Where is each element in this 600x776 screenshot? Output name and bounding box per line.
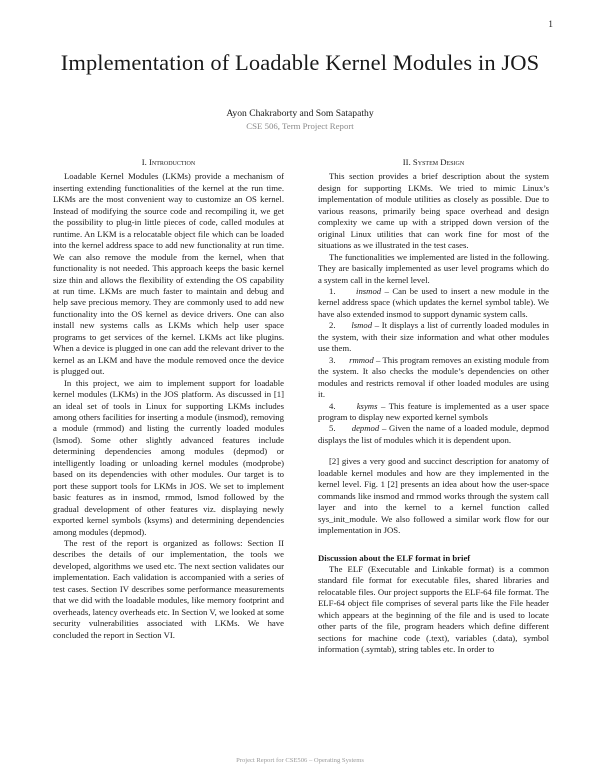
tool-item-lsmod: 2. lsmod – It displays a list of currently loaded modules in the system, with their size information and what other modules use them. (318, 320, 549, 354)
elf-paragraph: The ELF (Executable and Linkable format) is a common standard file format for executable files, shared libraries and relocatable files. Our project supports the ELF-64 file format. The ELF-64 object file comprises of several parts like the File header which appears at the beginning of the file and is used to locate other parts of the file, program headers which define different sections for machine code (.text), variables (.data), symbol information (.symtab), string tables etc. In order to (318, 563, 549, 655)
tool-item-insmod: 1. insmod – Can be used to insert a new module in the kernel address space (which updates the kernel symbol table). We have also extended insmod to support dynamic system calls. (318, 285, 550, 319)
anatomy-paragraph: [2] gives a very good and succinct description for anatomy of loadable kernel modules and how are they implemented in the kernel level. Fig. 1 [2] presents an idea about how the user-space commands like insmod and rmmod works through the system call layer and into the kernel to a kernel function called sys_init_module. We also followed a similar work flow for our implementation in JOS. (318, 456, 549, 536)
page-footer: Project Report for CSE506 – Operating Systems (236, 757, 364, 764)
intro-paragraph: The rest of the report is organized as follows: Section II describes the details of our implementation, the tools we developed, algorithms we used etc. The next section validates our implementation. Each validation is accompanied with a series of test cases. Section IV describes some performance measurements that we did with the loadable modules, like memory footprint and overheads, latency overheads etc. In Section V, we looked at some security vulnerabilities associated with LKMs. We have concluded the report in Section VI. (53, 537, 284, 640)
tool-item-depmod: 5. depmod – Given the name of a loaded module, depmod displays the list of modules which it is dependent upon. (318, 423, 549, 445)
section-heading-system-design (318, 157, 549, 168)
design-paragraph: This section provides a brief description about the system design for supporting LKMs. We tried to mimic Linux’s implementation of module utilities as closely as possible. Due to various reasons, primarily being space overhead and design complexity we came up with a stripped down version of the original Linux utilities that can work fine for most of the situations as we illustrated in the test cases. (318, 171, 549, 251)
paragraph-spacer (318, 446, 549, 456)
page-number: 1 (548, 20, 553, 30)
affiliation: CSE 506, Term Project Report (246, 121, 354, 131)
tool-item-ksyms: 4. ksyms – This feature is implemented as a user space program to display new exported kernel symbols (318, 400, 549, 422)
elf-subheading: Discussion about the ELF format in brief (318, 552, 471, 563)
paper-title: Implementation of Loadable Kernel Modules in JOS (60, 50, 540, 75)
left-column (53, 157, 284, 641)
section-title: Introduction (149, 157, 196, 167)
right-column (318, 157, 549, 656)
intro-paragraph: Loadable Kernel Modules (LKMs) provide a mechanism of inserting extending functionalities of the kernel at the run time. LKMs are the most convenient way to customize an OS kernel. Instead of modifying the source code and recompiling it, we get the possibility to plug-in little pieces of code, called modules at runtime. An LKM is a relocatable object file which can be loaded into the kernel address space to add new functionality at run time. We can also remove the module from the kernel, when that functionality is not needed. This approach keeps the basic kernel size thin and allows the flexibility of extending the OS capability at run time. LKMs are much faster to maintain and debug and help save precious memory. They are commonly used to add new functionality into the OS kernel as device drivers. One can also install new systems calls as LKMs which help user space programs to get services of the kernel. LKMs act like plugins. When a device is plugged in one can add the relevant driver to the kernel as an LKM and have the module removed once the device is plugged out. (53, 171, 284, 377)
tool-item-rmmod: 3. rmmod – This program removes an existing module from the system. It also checks the module’s dependencies on other modules and restricts removal if other loaded modules are using it. (318, 354, 549, 400)
intro-paragraph: In this project, we aim to implement support for loadable kernel modules (LKMs) in the JOS platform. As discussed in [1] an ideal set of tools in Linux for supporting LKMs includes among others facilities for inserting a module (insmod), removing a module (rmmod) and listing the currently loaded modules (lsmod). Some other slightly advanced features include determining dependencies among modules (depmod) or intelligently loading or unloading kernel modules (modprobe) based on its dependencies with other modules. Our target is to port these support tools for LKMs in JOS. We set to implement basic features as in insmod, rmmod, lsmod followed by the gradual development of other features viz. displaying newly exported kernel symbols (ksyms) and determining dependencies among modules (depmod). (53, 377, 284, 537)
section-title: System Design (412, 157, 465, 167)
paragraph-spacer (318, 537, 549, 547)
section-numeral: II. (402, 157, 411, 167)
section-numeral: I. (141, 157, 147, 167)
authors: Ayon Chakraborty and Som Satapathy (226, 108, 374, 119)
design-paragraph: The functionalities we implemented are listed in the following. They are basically implemented as user level programs which do a system call in the kernel level. (318, 251, 549, 285)
section-heading-introduction (53, 157, 284, 168)
